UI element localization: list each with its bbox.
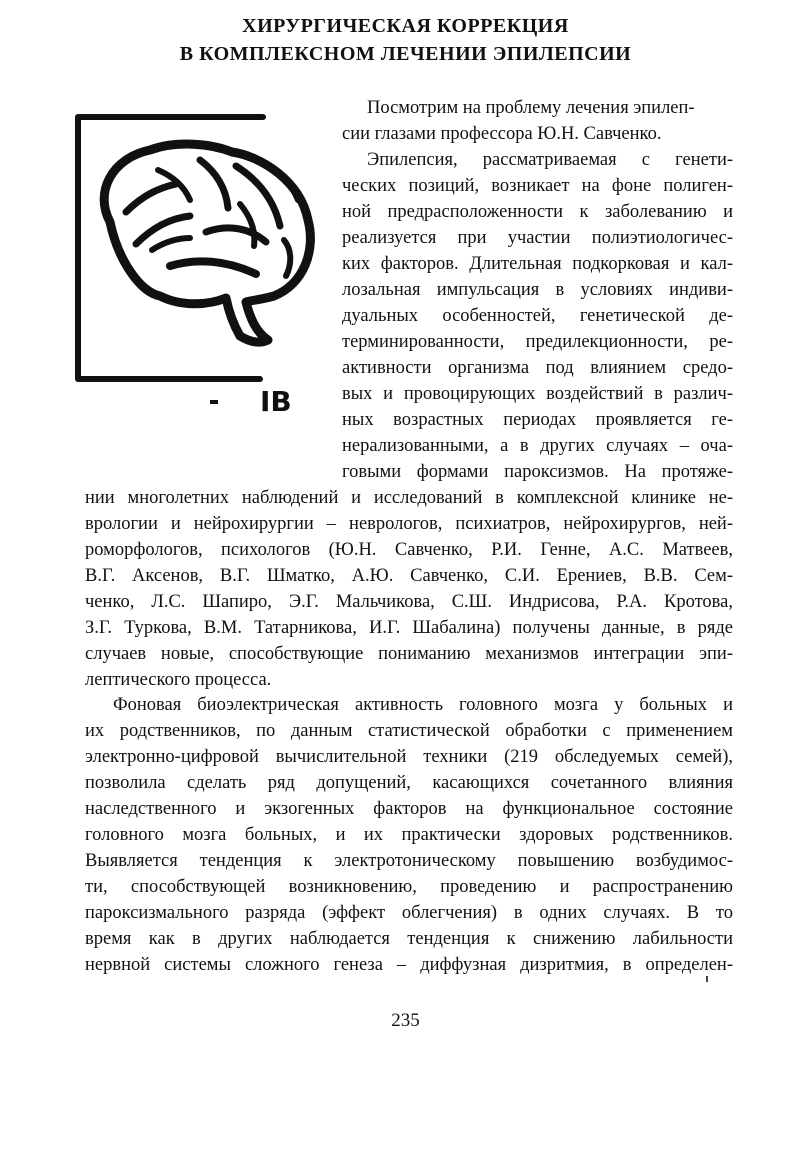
- text-line: В.Г. Аксенов, В.Г. Шматко, А.Ю. Савченко, С.И. Ерениев, В.В. Сем-: [85, 566, 733, 586]
- text-line: З.Г. Туркова, В.М. Татарникова, И.Г. Шабалина) получены данные, в ряде: [85, 618, 733, 638]
- text-line: дуальных особенностей, генетической де-: [342, 306, 733, 326]
- text-line: ческих позиций, возникает на фоне полиген-: [342, 176, 733, 196]
- chapter-title-line-2: В КОМПЛЕКСНОМ ЛЕЧЕНИИ ЭПИЛЕПСИИ: [179, 43, 632, 65]
- text-line: ной предрасположенности к заболеванию и: [342, 202, 733, 222]
- text-line: их родственников, по данным статистической обработки с применением: [85, 721, 733, 741]
- brain-icon: [60, 100, 340, 430]
- text-line: сии глазами профессора Ю.Н. Савченко.: [342, 124, 662, 144]
- text-line: говыми формами пароксизмов. На протяже-: [342, 462, 733, 482]
- text-line: Посмотрим на проблему лечения эпилеп-: [367, 98, 695, 118]
- text-line: ченко, Л.С. Шапиро, Э.Г. Мальчикова, С.Ш. Индрисова, Р.А. Кротова,: [85, 592, 733, 612]
- text-line: нерализованными, а в других случаях – оча-: [342, 436, 733, 456]
- text-line: нервной системы сложного генеза – диффузная дизритмия, в определен-: [85, 955, 733, 975]
- print-speck: [706, 976, 708, 982]
- text-line: Выявляется тенденция к электротоническому повышению возбудимос-: [85, 851, 733, 871]
- text-line: нии многолетних наблюдений и исследований в комплексной клинике не-: [85, 488, 733, 508]
- text-line: реализуется при участии полиэтиологичес-: [342, 228, 733, 248]
- brain-illustration: [60, 100, 340, 430]
- page-number: 235: [391, 1010, 420, 1031]
- publisher-logo: IB: [260, 385, 292, 418]
- text-line: время как в других наблюдается тенденция к снижению лабильности: [85, 929, 733, 949]
- text-line: ти, способствующей возникновению, проведению и распространению: [85, 877, 733, 897]
- text-line: головного мозга больных, и их практически здоровых родственников.: [85, 825, 733, 845]
- text-line: роморфологов, психологов (Ю.Н. Савченко, Р.И. Генне, А.С. Матвеев,: [85, 540, 733, 560]
- text-line: ных возрастных периодах проявляется ге-: [342, 410, 733, 430]
- text-line: Фоновая биоэлектрическая активность головного мозга у больных и: [113, 695, 733, 715]
- text-line: терминированности, предилекционности, ре-: [342, 332, 733, 352]
- text-line: лозальная импульсация в условиях индиви-: [342, 280, 733, 300]
- text-line: лептического процесса.: [85, 670, 272, 690]
- text-line: позволила сделать ряд допущений, касающихся сочетанного влияния: [85, 773, 733, 793]
- text-line: пароксизмального разряда (эффект облегчения) в одних случаях. В то: [85, 903, 733, 923]
- text-line: ких факторов. Длительная подкорковая и кал-: [342, 254, 733, 274]
- text-line: электронно-цифровой вычислительной техники (219 обследуемых семей),: [85, 747, 733, 767]
- text-line: вых и провоцирующих воздействий в различ-: [342, 384, 733, 404]
- text-line: случаев новые, способствующие пониманию механизмов интеграции эпи-: [85, 644, 733, 664]
- chapter-title-line-1: ХИРУРГИЧЕСКАЯ КОРРЕКЦИЯ: [242, 15, 569, 37]
- text-line: активности организма под влиянием средо-: [342, 358, 733, 378]
- text-line: наследственного и экзогенных факторов на функциональное состояние: [85, 799, 733, 819]
- text-line: Эпилепсия, рассматриваемая с генети-: [367, 150, 733, 170]
- text-line: врологии и нейрохирургии – неврологов, психиатров, нейрохирургов, ней-: [85, 514, 733, 534]
